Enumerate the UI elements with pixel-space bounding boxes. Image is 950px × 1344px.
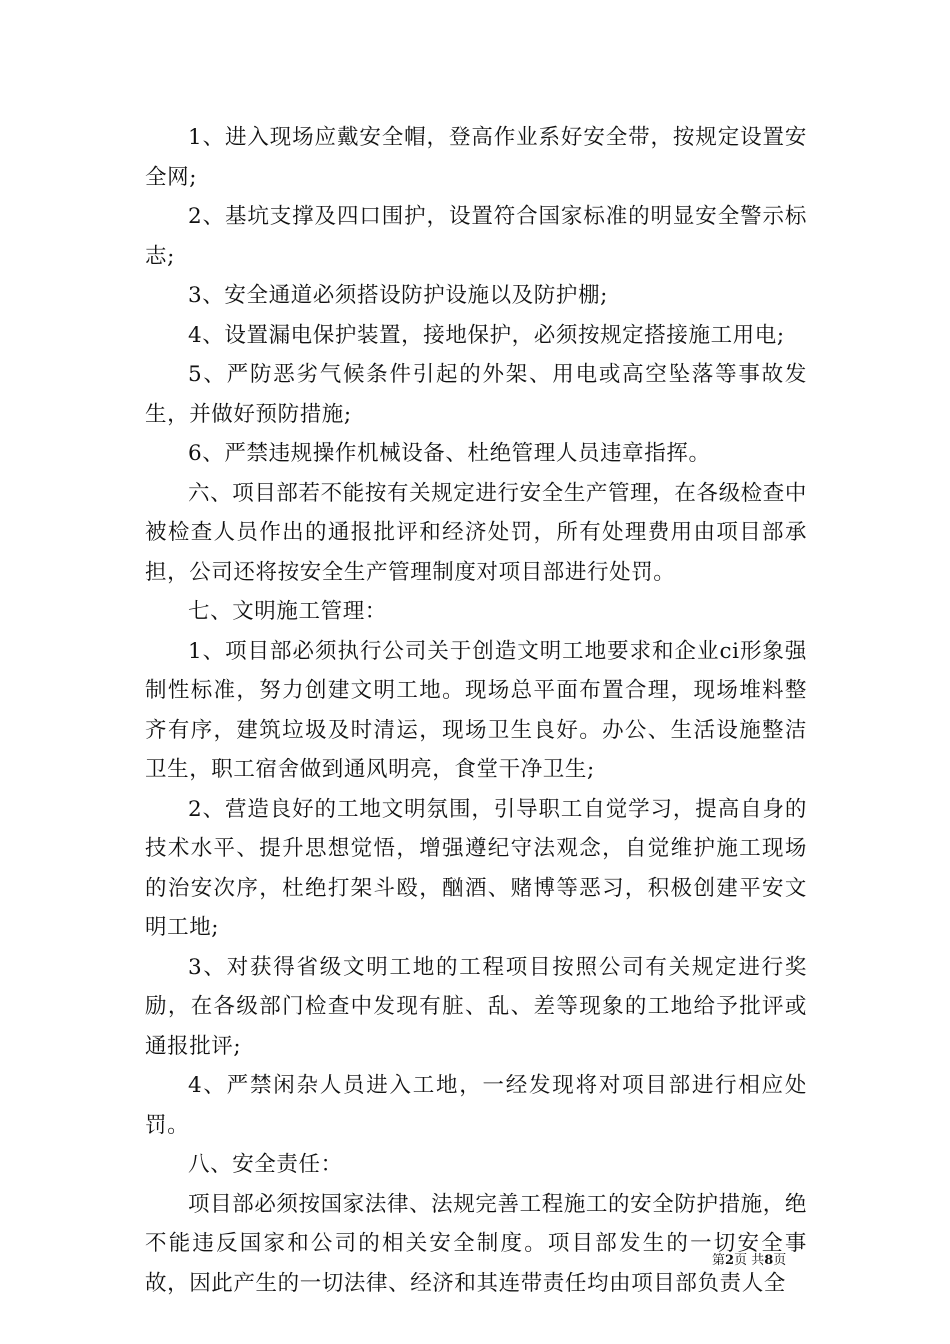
current-page-number: 2: [725, 1253, 735, 1268]
footer-prefix: 第: [712, 1253, 726, 1268]
paragraph-2: 2、基坑支撑及四口围护，设置符合国家标准的明显安全警示标志;: [145, 204, 807, 269]
paragraph-5: 5、严防恶劣气候条件引起的外架、用电或高空坠落等事故发生，并做好预防措施;: [145, 362, 807, 427]
paragraph-7-3: 3、对获得省级文明工地的工程项目按照公司有关规定进行奖励，在各级部门检查中发现有脏、乱、差等现象的工地给予批评或通报批评;: [145, 954, 807, 1059]
page-footer: [712, 1252, 812, 1270]
heading-section-7: 七、文明施工管理：: [188, 599, 387, 624]
paragraph-6: 6、严禁违规操作机械设备、杜绝管理人员违章指挥。: [188, 441, 711, 466]
heading-section-8: 八、安全责任：: [188, 1152, 343, 1177]
paragraph-4: 4、设置漏电保护装置，接地保护，必须按规定搭接施工用电;: [188, 322, 785, 348]
footer-suffix: 页: [773, 1253, 787, 1268]
paragraph-3: 3、安全通道必须搭设防护设施以及防护棚;: [188, 283, 608, 308]
paragraph-7-2: 2、营造良好的工地文明氛围，引导职工自觉学习，提高自身的技术水平、提升思想觉悟，增强遵纪守法观念，自觉维护施工现场的治安次序，杜绝打架斗殴，酗酒、赌博等恶习，积极创建平安文明工地;: [145, 796, 807, 940]
paragraph-8-body: 项目部必须按国家法律、法规完善工程施工的安全防护措施，绝不能违反国家和公司的相关安全制度。项目部发生的一切安全事故，因此产生的一切法律、经济和其连带责任均由项目部负责人全: [145, 1191, 807, 1296]
paragraph-7-4: 4、严禁闲杂人员进入工地，一经发现将对项目部进行相应处罚。: [145, 1073, 807, 1138]
paragraph-section-6: 六、项目部若不能按有关规定进行安全生产管理，在各级检查中被检查人员作出的通报批评和经济处罚，所有处理费用由项目部承担，公司还将按安全生产管理制度对项目部进行处罚。: [145, 480, 807, 585]
paragraph-7-1: 1、项目部必须执行公司关于创造文明工地要求和企业ci形象强制性标准，努力创建文明工地。现场总平面布置合理，现场堆料整齐有序，建筑垃圾及时清运，现场卫生良好。办公、生活设施整洁卫生，职工宿舍做到通风明亮，食堂干净卫生;: [145, 638, 807, 782]
paragraph-1: 1、进入现场应戴安全帽，登高作业系好安全带，按规定设置安全网;: [145, 125, 807, 190]
footer-middle: 页 共: [734, 1253, 765, 1268]
total-pages-number: 8: [764, 1253, 774, 1268]
document-body: [145, 118, 807, 1303]
